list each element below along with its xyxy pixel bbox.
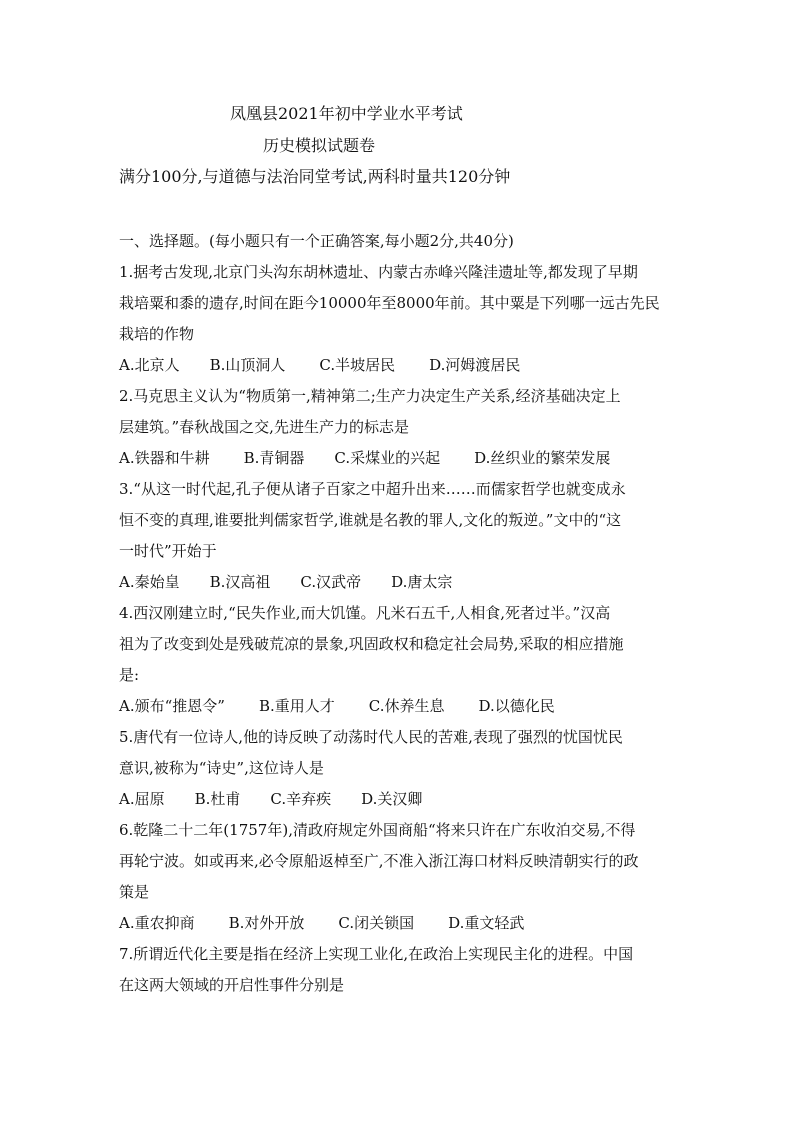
option-row xyxy=(119,784,681,815)
question-line: 是: xyxy=(119,666,140,684)
answer-option[interactable]: D.关汉卿 xyxy=(361,790,423,808)
answer-option[interactable]: A.秦始皇 xyxy=(119,573,180,591)
answer-option[interactable]: B.杜甫 xyxy=(194,790,241,808)
question-line: 恒不变的真理,谁要批判儒家哲学,谁就是名教的罪人,文化的叛逆。”文中的“这 xyxy=(119,511,622,529)
question-line: 层建筑。”春秋战国之交,先进生产力的标志是 xyxy=(119,418,409,436)
question-line: 策是 xyxy=(119,883,150,901)
question-line: 5.唐代有一位诗人,他的诗反映了动荡时代人民的苦难,表现了强烈的忧国忧民 xyxy=(119,728,623,746)
answer-option[interactable]: B.山顶洞人 xyxy=(209,356,286,374)
question-line: 在这两大领域的开启性事件分别是 xyxy=(119,976,345,994)
answer-option[interactable]: B.重用人才 xyxy=(258,697,335,715)
question-line: 意识,被称为“诗史”,这位诗人是 xyxy=(119,759,324,777)
question-line: 7.所谓近代化主要是指在经济上实现工业化,在政治上实现民主化的进程。中国 xyxy=(119,945,634,963)
answer-option[interactable]: C.辛弃疾 xyxy=(270,790,332,808)
answer-option[interactable]: C.闭关锁国 xyxy=(338,914,415,932)
answer-option[interactable]: A.颁布“推恩令” xyxy=(119,697,225,715)
section-heading: 一、选择题。(每小题只有一个正确答案,每小题2分,共40分) xyxy=(119,232,514,250)
answer-option[interactable]: A.重农抑商 xyxy=(119,914,195,932)
question-line: 3.“从这一时代起,孔子便从诸子百家之中超升出来……而儒家哲学也就变成永 xyxy=(119,480,626,498)
question-5 xyxy=(119,722,681,815)
question-line: 栽培的作物 xyxy=(119,325,195,343)
answer-option[interactable]: D.唐太宗 xyxy=(391,573,453,591)
question-3 xyxy=(119,474,681,598)
answer-option[interactable]: D.河姆渡居民 xyxy=(429,356,521,374)
answer-option[interactable]: D.丝织业的繁荣发展 xyxy=(474,449,611,467)
option-row xyxy=(119,567,681,598)
answer-option[interactable]: A.北京人 xyxy=(119,356,180,374)
question-line: 一时代”开始于 xyxy=(119,542,217,560)
question-7 xyxy=(119,939,681,1001)
question-line: 栽培粟和黍的遗存,时间在距今10000年至8000年前。其中粟是下列哪一远古先民 xyxy=(119,294,660,312)
question-line: 再轮宁波。如或再来,必令原船返棹至广,不准入浙江海口材料反映清朝实行的政 xyxy=(119,852,639,870)
question-line: 6.乾隆二十二年(1757年),清政府规定外国商船“将来只许在广东收泊交易,不得 xyxy=(119,821,636,839)
answer-option[interactable]: B.青铜器 xyxy=(243,449,305,467)
exam-body xyxy=(119,226,681,1001)
question-4 xyxy=(119,598,681,722)
answer-option[interactable]: B.汉高祖 xyxy=(209,573,271,591)
exam-title: 凤凰县2021年初中学业水平考试 xyxy=(230,104,463,123)
answer-option[interactable]: C.半坡居民 xyxy=(319,356,396,374)
exam-note: 满分100分,与道德与法治同堂考试,两科时量共120分钟 xyxy=(119,167,511,186)
question-6 xyxy=(119,815,681,939)
question-line: 1.据考古发现,北京门头沟东胡林遗址、内蒙古赤峰兴隆洼遗址等,都发现了早期 xyxy=(119,263,638,281)
question-line: 祖为了改变到处是残破荒凉的景象,巩固政权和稳定社会局势,采取的相应措施 xyxy=(119,635,624,653)
answer-option[interactable]: D.以德化民 xyxy=(478,697,555,715)
question-line: 2.马克思主义认为“物质第一,精神第二;生产力决定生产关系,经济基础决定上 xyxy=(119,387,621,405)
answer-option[interactable]: D.重文轻武 xyxy=(448,914,525,932)
option-row xyxy=(119,350,681,381)
answer-option[interactable]: A.屈原 xyxy=(119,790,165,808)
option-row xyxy=(119,691,681,722)
exam-subtitle: 历史模拟试题卷 xyxy=(263,136,376,155)
option-row xyxy=(119,908,681,939)
question-list xyxy=(119,257,681,1001)
answer-option[interactable]: C.休养生息 xyxy=(368,697,445,715)
answer-option[interactable]: B.对外开放 xyxy=(228,914,305,932)
question-2 xyxy=(119,381,681,474)
answer-option[interactable]: A.铁器和牛耕 xyxy=(119,449,210,467)
answer-option[interactable]: C.采煤业的兴起 xyxy=(334,449,441,467)
option-row xyxy=(119,443,681,474)
question-1 xyxy=(119,257,681,381)
answer-option[interactable]: C.汉武帝 xyxy=(300,573,362,591)
question-line: 4.西汉刚建立时,“民失作业,而大饥馑。凡米石五千,人相食,死者过半。”汉高 xyxy=(119,604,611,622)
